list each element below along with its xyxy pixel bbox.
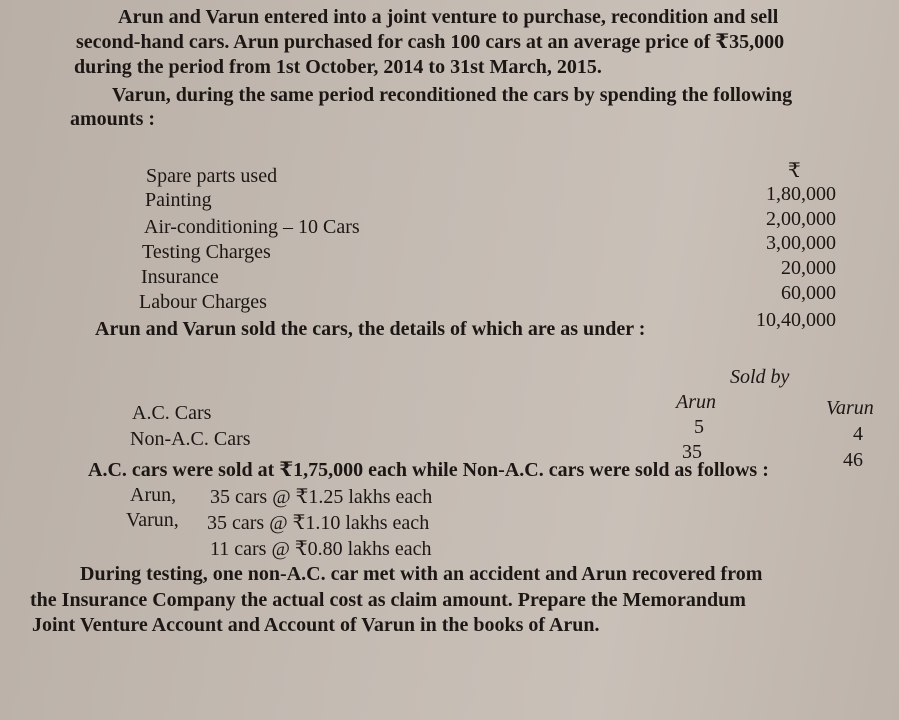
expense-amount: 3,00,000 <box>766 232 836 254</box>
expense-amount: 1,80,000 <box>766 183 836 205</box>
closing-line-1: During testing, one non-A.C. car met with an accident and Arun recovered from <box>80 563 763 585</box>
expense-amount: 10,40,000 <box>756 309 836 331</box>
intro-line-2: second-hand cars. Arun purchased for cash 100 cars at an average price of ₹35,000 <box>76 31 785 53</box>
sold-intro: Arun and Varun sold the cars, the details of which are as under : <box>95 318 646 340</box>
col-varun-header: Varun <box>826 397 874 419</box>
sales-detail: 35 cars @ ₹1.10 lakhs each <box>207 512 430 534</box>
sales-who: Varun, <box>126 509 179 531</box>
sold-row-label: A.C. Cars <box>132 402 212 424</box>
intro-line-4: Varun, during the same period reconditioned the cars by spending the following <box>112 84 793 106</box>
intro-line-5: amounts : <box>70 108 156 130</box>
expense-label: Labour Charges <box>139 291 267 313</box>
closing-line-2: the Insurance Company the actual cost as claim amount. Prepare the Memorandum <box>30 589 746 611</box>
expense-label: Testing Charges <box>142 241 271 263</box>
expense-amount: 20,000 <box>781 257 836 279</box>
sold-arun-value: 5 <box>694 416 704 438</box>
closing-line-3: Joint Venture Account and Account of Varun in the books of Arun. <box>32 614 600 636</box>
expense-label: Insurance <box>141 266 219 288</box>
price-line: A.C. cars were sold at ₹1,75,000 each while Non-A.C. cars were sold as follows : <box>88 459 769 481</box>
expense-label: Air-conditioning – 10 Cars <box>144 216 360 238</box>
intro-line-1: Arun and Varun entered into a joint venture to purchase, recondition and sell <box>118 6 779 28</box>
sales-detail: 35 cars @ ₹1.25 lakhs each <box>210 486 433 508</box>
sold-row-label: Non-A.C. Cars <box>130 428 251 450</box>
sales-who: Arun, <box>130 484 177 506</box>
currency-header: ₹ <box>788 160 801 182</box>
expense-label: Painting <box>145 189 212 211</box>
expense-amount: 2,00,000 <box>766 208 836 230</box>
expense-label: Spare parts used <box>146 165 278 187</box>
sold-varun-value: 4 <box>853 423 863 445</box>
expense-amount: 60,000 <box>781 282 836 304</box>
col-arun-header: Arun <box>676 391 716 413</box>
sold-varun-value: 46 <box>843 449 863 471</box>
sales-detail: 11 cars @ ₹0.80 lakhs each <box>210 538 432 560</box>
sold-arun-value: 35 <box>682 441 702 463</box>
intro-line-3: during the period from 1st October, 2014 to 31st March, 2015. <box>74 56 602 78</box>
sold-by-header: Sold by <box>730 366 790 388</box>
